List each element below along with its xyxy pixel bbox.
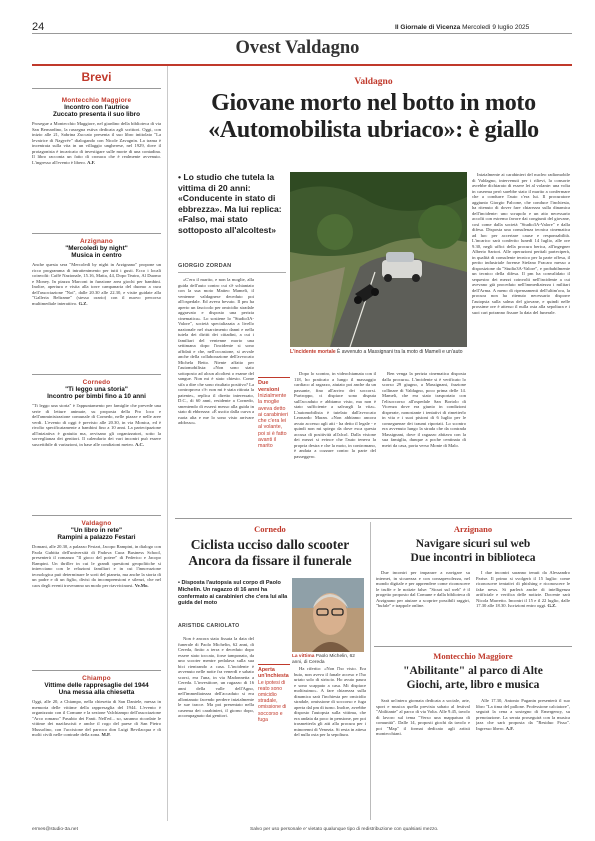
cornedo-headline-line: Ciclista ucciso dallo scooter (190, 537, 350, 552)
main-column-4 (472, 172, 570, 513)
main-col-text: Dopo lo scontro, in videochiamata con il 118, ho praticato a lungo il massaggio cardiaco al ragazzo, aiutato poi anche da un passante, fino all'arrivo dei soccorsi. Purtroppo, ci dispiace sono disputa sull'accaduto e abbiamo visto, ma non è stato sufficiente a salvargli la vita». L'automobilista è tutelato dall'avvocato Leonardo Maran. «Non abbiamo ancora avuto accesso agli atti - ha detto il legale - e quindi non mi spiego da dove esca questa accusa di positività all'alcol. Dalla visione dei mezzi si evince che l'auto teneva la propria destra e che la moto, in contromano, è andata a cozzare contro la parte del passeggero. (294, 371, 376, 459)
arzignano-headline-line: Navigare sicuri sul web (415, 538, 531, 550)
sidebar-kicker: Due versioni (258, 380, 280, 393)
brevi-headline: Musica in centro (71, 252, 122, 259)
cornedo-column-1 (178, 636, 254, 819)
montecchio-sign: A.F. (505, 725, 514, 731)
cornedo-headline-line: Ancora da fissare il funerale (188, 553, 352, 568)
brevi-body (32, 262, 161, 358)
brevi-kicker: Chiampo (82, 675, 111, 682)
column-divider (370, 522, 371, 820)
brevi-sign: Ve.Mo. (134, 582, 149, 588)
brevi-body (32, 403, 161, 499)
montecchio-column-2 (476, 698, 570, 818)
brevi-sign: A.F. (87, 159, 96, 165)
arzignano-column-2 (476, 570, 570, 642)
main-quote: • Lo studio che tutela la vittima di 20 anni: «Conducente in stato di ebbrezza». Ma lui replica: «Falso, mai stato sottoposto all'alcoltest» (178, 172, 282, 235)
main-col-text: Inizialmente ai carabinieri del nucleo radiomobile di Valdagno, intervenuti per i rilievi, la consorte avrebbe dichiarato di essere lei al volante: una volta in caserma però sarebbe stato il marito a confermare che a condurre l'auto c'era lui. Il procuratore aggiunto Giorgio Falcone, che conduce l'inchiesta, ha ritenuto di dover fare chiarezza sulla dinamica dell'incidente: uno scrupolo e un atto necessario accolti con estremo favore dai congiunti del giovane, così come dalla società "Studio3A-Valore" e dalla difesa. Disposta una consulenza tecnica cinematica ad hoc per accertare cause e responsabilità. L'incarico sarà conferito lunedì 14 luglio, alle ore 9.30, negli uffici della procura berica, all'ingegner Alberto Sartori. Alle operazioni peritali parteciperà, in qualità di consulente tecnico per la parte offesa, il perito industriale forense Stefano Fracaro messo a disposizione da "Studio3A-Valore", e probabilmente un tecnico della difesa. Il pm ha convalidato il sequestro dei mezzi coinvolti nell'incidente a cui avevano già proceduto nell'immediatezza i militari dell'Arma. A meno di ripensamenti dell'ultim'ora, la procura non ha ritenuto necessario disporre l'autopsia sulla salma del giovane, e quindi nelle prossime ore è attesso il nulla osta alla sepoltura e i suoi cari potranno fissare la data del funerale. (472, 172, 570, 315)
brevi-kicker: Valdagno (81, 520, 112, 527)
brevi-headline: Rampini a palazzo Festari (57, 534, 136, 541)
main-headline-line: «Automobilista ubriaco»: è giallo (208, 117, 539, 143)
brevi-item (32, 97, 161, 233)
brevi-kicker: Arzignano (79, 238, 114, 245)
main-headline-line: Giovane morto nel botto in moto (211, 90, 536, 116)
arzignano-headline-line: Due incontri in biblioteca (410, 551, 536, 564)
brevi-text: Anche questa sera "Mercoledì by night in Arzignano" propone un ricco programma di intrattenimento per tutti i gusti. Ecco i locali coinvolti: Caffè Nazionale, 15.16, Matta, 44, Dopo Teatro, Al Duomo e Money. In piazza Marconi in funzione area giochi per bambini. Inoltre, apertura e visita alla torre campanaria del duomo a cura dell'associazione "Noi", dalle 20.30 alle 22.30, e visite guidate alla "Galleria Beltrame" (stesso orario) con il nuovo percorso multimediale interattivo. (32, 262, 161, 306)
photo-caption-title: La vittima (292, 654, 315, 659)
brevi-headline: "Ti leggo una storia" (65, 386, 128, 393)
victim-photo-art (292, 578, 364, 652)
masthead-line (395, 24, 529, 31)
cornedo-headline (175, 537, 365, 569)
montecchio-headline-line: Giochi, arte, libro e musica (406, 678, 540, 691)
montecchio-kicker: Montecchio Maggiore (433, 651, 513, 661)
cornedo-sidebar (258, 664, 290, 723)
main-bottom-rule (175, 518, 572, 519)
brevi-item (32, 238, 161, 374)
brevi-headline: Vittime delle rappresaglie del 1944 (44, 682, 149, 689)
page-number: 24 (32, 21, 45, 33)
cornedo-kicker: Cornedo (254, 524, 286, 534)
arzignano-column-1 (376, 570, 470, 642)
montecchio-col-text: Sarà un'intera giornata dedicata a sociale, arte, sport e musica quella prevista sabato al festival "Abilitante" al parco di via Volta. Alle 9.45, tavolo di lavoro sul tema "Verso una mappatura di comunità". Dalle 14, proposti giochi da tavolo e poi "Map" il format dedicato agli artisti montecchiani. (376, 698, 470, 736)
brevi-text: Domani, alle 20.30, a palazzo Festari, Jacopo Rampini, in dialogo con Paola Gubitta dell'università di Padova Cuoa Business School, presenterà il romanzo "Il gioco del potere" di Federico e Jacopo Rampini. Un thriller in cui le grandi questioni geopolitiche si intrecciano con le relazioni familiari e in cui l'innovazione tecnologica può determinare le sorti del pianeta, ma anche la storia di un padre e di un figlio, divisi da incomprensioni e silenzi, che nel caos degli eventi troveranno un modo per riavvicinarsi. (32, 544, 161, 588)
main-sidebar (258, 377, 290, 450)
cornedo-column-2 (294, 666, 366, 819)
cornedo-byline: ARISTIDE CARIOLATO (178, 623, 240, 629)
victim-photo (292, 578, 364, 652)
main-col-text: Ben venga la perizia cinematica disposta dalla procura». L'incidente si è verificato lo scorso 29 giugno, a Massignani, frazione collinare di Valdagno, poco prima delle 14. Mameli, che era stato trasportato con l'elisoccorso all'ospedale San Bortolo di Vicenza dove era giunto in condizioni disperate, nonostante i tentativi di rimetterlo in vita e i suoi pistoni di 6 luglio per le conseguenze dei traumi riportati. Lo scontro era avvenuto lungo la strada che da contrada Massignani, dove il ragazzo abitava con la sua famiglia, dunque a poche centinaia di metri da casa, porta verso Monte di Malo. (382, 371, 466, 448)
arzignano-col-text: Due incontri per imparare a navigare su internet, in sicurezza e con consapevolezza, nel mondo digitale e per apprendere come riconoscere le truffe e le notizie false: "Sicuri sul web" è il progetto proposto dal Comune e dalla biblioteca di Arzignano per aiutare a scoprire possibili raggiri, "bufale" e trappole online. (376, 570, 470, 608)
montecchio-headline (374, 665, 572, 692)
brevi-headline: Incontro con l'autrice (64, 104, 129, 111)
photo-caption-text: È avvenuto a Massignani tra la moto di Mameli e un'auto (337, 349, 463, 355)
photo-caption-title: L'incidente mortale (290, 349, 336, 355)
arzignano-kicker: Arzignano (453, 524, 493, 534)
photo-caption-text: Paolo Michelin, 62 anni, di Cereda (292, 654, 355, 665)
cornedo-photo-caption (292, 654, 366, 666)
right-mid-rule (374, 646, 572, 647)
cornedo-col-text: Ha riferito: «Non l'ho visto. Era buio, non aveva il fanale acceso e l'ho urtato solo di striscio. Ho avuto paura e sono scappato a casa. Mi dispiace moltissimo». A fare chiarezza sulla dinamica sarà l'inchiesta per omicidio stradale, omissione di soccorso e fuga aperta dal pm di turno. Inoltre, avrebbe disposto l'autopsia sulla vittima, che era andata da poco in pensione, per poi trasmetterla gli atti alla procura per i minorenni di Venezia. Si resta in attesa del nulla osta per la sepoltura. (294, 666, 366, 737)
brevi-sign: G.Z. (78, 300, 88, 306)
arzignano-headline (374, 538, 572, 565)
main-column-2 (294, 371, 376, 513)
sidebar-kicker: Aperta un'inchiesta (258, 667, 289, 680)
brevi-text: Oggi, alle 20, a Chiampo, nella chiesetta di San Daniele, messa in memoria delle vittime della rappresaglia del 1944. L'evento è organizzato con il Comune e la sezione Valchiampo dell'associazione "Arco romano" Pasubio dei Fanti. Nell'ed... so, saranno ricordate le vittime dei nazifascisti e anche il rogo del paese di San Pietro Mussolino, con l'uccisione del parroco don Luigi Bevilacqua e di molti civili nelle contrade della zona. (32, 699, 161, 737)
brevi-body (32, 699, 161, 789)
montecchio-headline-line: "Abilitante" al parco di Alte (403, 665, 543, 677)
footer-email: ermes@studio-3a.net (32, 827, 78, 832)
brevi-headline: "Un libro in rete" (70, 527, 123, 534)
brevi-kicker: Montecchio Maggiore (61, 97, 132, 104)
brevi-sign: M.P. (101, 732, 111, 737)
brevi-text: "Ti leggo una storia" è l'appuntamento per famiglie che prevede una serie di letture animate, su proposta della Pro loco e dell'amministrazione comunale di Cornedo, nelle piazze e nelle aree verdi. L'evento di oggi è previsto alle 20.30, in via Monica, ed è rivolto specificatamente a bambini fino a 10 anni. La partecipazione all'iniziativa è gratuita ma, avvisano gli organizzatori, sotto la sorveglianza dei genitori. Il calendario dei vari incontri può essere suscettibile di variazioni, in base alle condizioni meteo. (32, 403, 161, 447)
montecchio-col-text: Alle 17.30, Antonio Paganin presenterà il suo libro "La tima del pallone. Professione calciatore", seguirà la cena a sostegno di Emergency, su prenotazione. La serata proseguirà con la musica jazz che sarà proposta da "Residuo Fisso". Ingresso libero. (476, 698, 570, 731)
accident-photo-art (290, 172, 467, 347)
header-rule (32, 33, 572, 34)
section-title: Ovest Valdagno (235, 38, 360, 58)
main-kicker: Valdagno (354, 77, 393, 87)
brevi-headline: Incontro per bimbi fino a 10 anni (47, 393, 146, 400)
brevi-text: Prosegue a Montecchio Maggiore, nel giardino della biblioteca di via San Bernardino, la rassegna estiva dedicata agli scrittori. Oggi, con inizio alle 21, Sabrina Zuccato presenta il suo libro intitolato "La levatrice di Nagyrév" dialogando con Nicole Zavagnin. La trama è incentrata sulla vita in un villaggio ungherese, nel 1929, dove il protagonista è incaricato di investigare sulle morte di una contadina. Il libro racconta un fatto di cronaca che è realmente avvenuto. L'ingresso all'evento è libero. (32, 121, 161, 165)
cornedo-col-text: Non è ancora stata fissata la data del funerale di Paolo Michelin, 62 anni, di Cereda, finito a terra e deceduto dopo essere stato toccato, forse tamponato, da uno scooter mentre pedalava sulla sua bici rientrando a casa. L'incidente è avvenuto nelle notte fra venerdì e sabato scorsi, era l'una, in via Madonnetta a Cereda. L'investitore, un ragazzo di 16 anni della valle dell'Agno, nell'immediatezza dell'accaduto si era allontanato facendo perdere inizialmente le sue tracce. Ma poi presentato nella caserma dei carabinieri, il giorno dopo, accompagnato dai genitori. (178, 636, 254, 718)
main-column-1 (178, 277, 254, 513)
footer-notice: Salvo per uso personale e' vietato qualunque tipo di redistribuzione con qualsiasi mezzo. (250, 827, 439, 832)
brevi-headline: Una messa alla chiesetta (58, 689, 135, 696)
issue-date: Mercoledì 9 luglio 2025 (462, 24, 530, 31)
brevi-headline: "Mercoledì by night" (65, 245, 128, 252)
brevi-item (32, 520, 161, 670)
main-photo-caption (290, 349, 467, 355)
brevi-headline: Zuccato presenta il suo libro (52, 111, 140, 118)
cornedo-quote: • Disposta l'autopsia sul corpo di Paolo Michelin. Un ragazzo di 16 anni ha confermato ai carabinieri che c'era lui alla guida del moto (178, 580, 288, 607)
quote-rule (178, 272, 286, 273)
arzignano-sign: G.Z. (547, 603, 557, 608)
brevi-item (32, 675, 161, 800)
sidebar-text: Le ipotesi di reato sono omicidio stradale, omissione di soccorso e fuga (258, 679, 287, 723)
brevi-body (32, 544, 161, 656)
sidebar-text: Inizialmente la moglie aveva detto ai carabinieri che c'era lei al volante, poi si è fatto avanti il marito (258, 393, 289, 450)
montecchio-column-1 (376, 698, 470, 818)
brevi-column (32, 66, 168, 821)
main-byline: GIORGIO ZORDAN (178, 263, 232, 269)
main-col-text: «C'era il marito, e non la moglie, alla guida dell'auto contro cui s'è schiantato con la sua moto Matteo Mameli, il ventenne valdagnese deceduto poi all'ospedale. Ed aveva bevuto. Il pm ha aperto un fascicolo per omicidio stradale aggravato e disposto una perizia cinematica». Lo sostiene lo "Studio3A-Valore", società specializzata a livello nazionale nel risarcimento danni e nella tutela dei diritti dei cittadini, a cui i familiari del ventenne morto una settimana dopo l'incidente si sono affidati e che, nell'occasione, si avvale anche della collaborazione dell'avvocato Michela Betto. Niente affatto per l'automobilista: «Non sono stato sottoposto ad alcun alcoltest o esame del sangue. Non mi è stato chiesto. Come sifa a dire che sono risultato positivo? La controprova c'è: non mi è stata ritirata la patente», replica il diretto interessato, D.C., di 60 anni, residente a Cornedo, smentendo di essersi messo alla guida in stato di ebbrezza: «È uscito dalla curva a ruota alta e me lo sono visto arrivare addosso». (178, 277, 254, 425)
brevi-title: Brevi (81, 70, 112, 84)
brevi-item (32, 379, 161, 515)
brevi-body (32, 121, 161, 219)
accident-photo (290, 172, 467, 347)
brevi-sign: A.C. (135, 441, 145, 447)
main-headline (175, 90, 572, 144)
masthead: Il Giornale di Vicenza (395, 24, 461, 31)
brevi-kicker: Cornedo (82, 379, 111, 386)
arzignano-col-text: I due incontri saranno tenuti da Alessandro Parise. Il primo si svolgerà il 15 luglio: come riconoscere tentativi di phishing e riconoscere le fake news. Si parlerà anche di intelligenza artificiale e verifica delle notizie. Docente sarà Nicola Marretto. Incontri il 15 e il 22 luglio, dalle 17.30 alle 18.30. Iscrizioni entro oggi. (476, 570, 570, 608)
main-column-3 (382, 371, 466, 513)
